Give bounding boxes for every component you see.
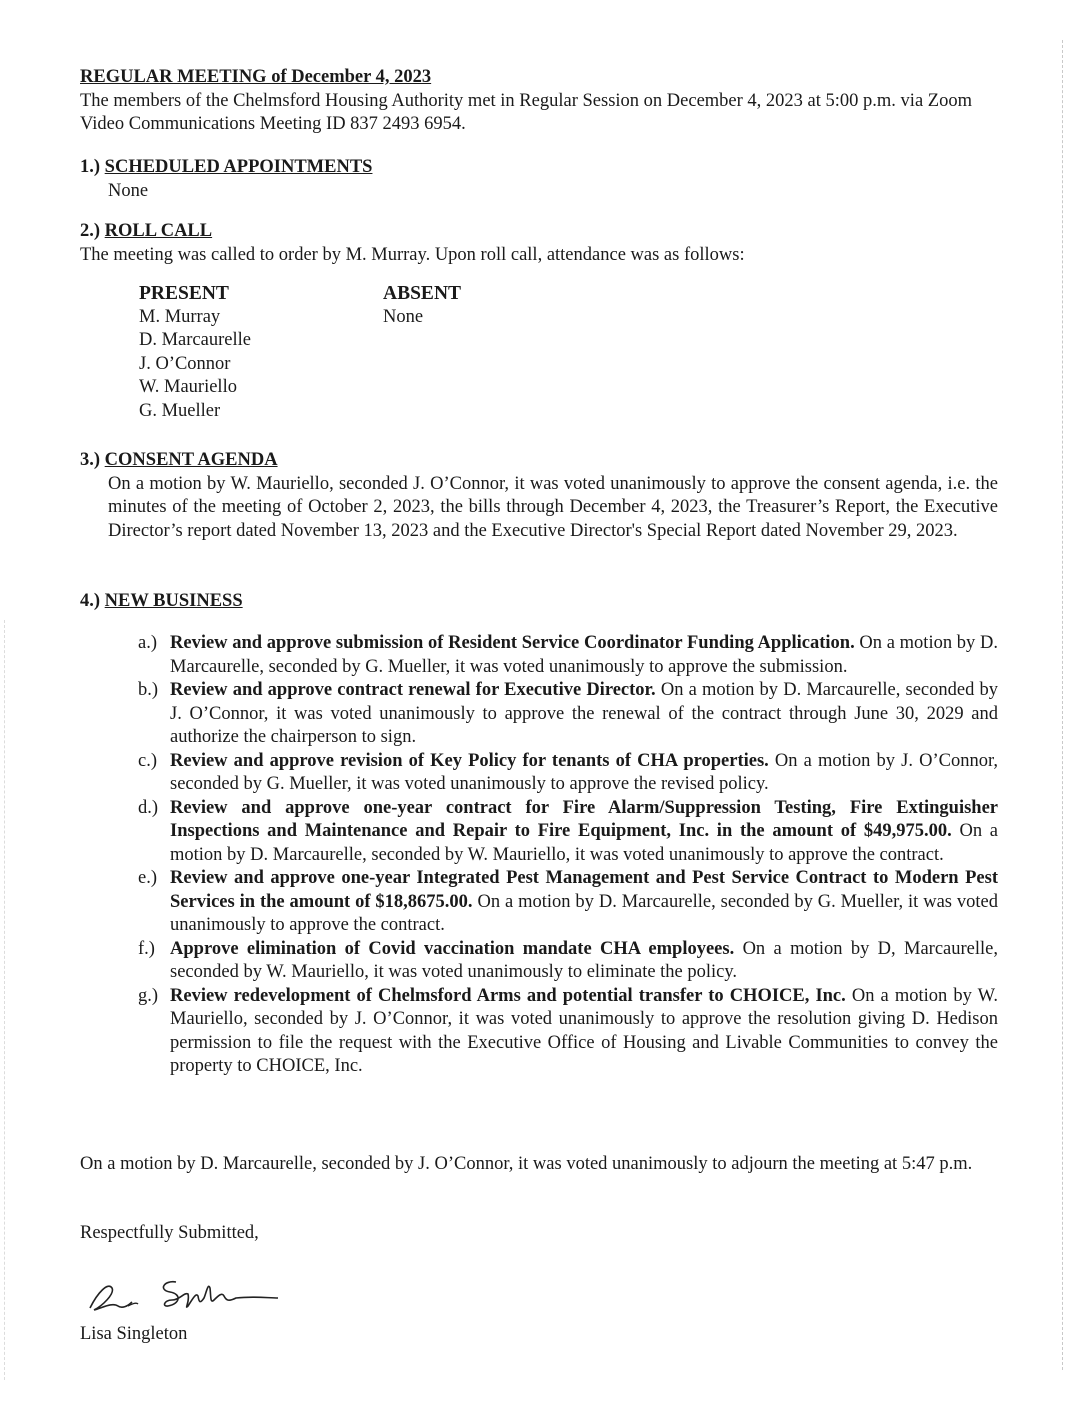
item-title: Review and approve submission of Resident Service Coordinator Funding Application. [170, 633, 855, 653]
section-body: The meeting was called to order by M. Murray. Upon roll call, attendance was as follows: [80, 244, 745, 265]
item-title: Review and approve contract renewal for Executive Director. [170, 680, 656, 700]
meeting-intro: The members of the Chelmsford Housing Authority met in Regular Session on December 4, 2023 at 5:00 p.m. via Zoom Video Communications Meeting ID 837 2493 6954. [80, 90, 972, 134]
present-member: W. Mauriello [139, 377, 237, 397]
item-marker: c.) [138, 750, 157, 771]
section-body: None [108, 180, 149, 201]
meeting-title: REGULAR MEETING of December 4, 2023 [80, 67, 432, 87]
new-business-list [138, 632, 998, 1079]
section-number: 3.) [80, 450, 101, 470]
item-marker: f.) [138, 938, 155, 959]
section-heading [80, 590, 998, 614]
section-number: 1.) [80, 157, 101, 177]
signer-name: Lisa Singleton [80, 1324, 188, 1344]
section-title: CONSENT AGENDA [104, 450, 278, 470]
item-marker: g.) [138, 985, 159, 1006]
section-roll-call [80, 220, 998, 267]
section-title: SCHEDULED APPOINTMENTS [104, 157, 373, 177]
list-item [138, 632, 998, 679]
item-text: On a motion by D. Marcaurelle, seconded by J. O’Connor, it was voted unanimously to approve the renewal of the contract through June 30, 2029 and authorize the chairperson to sign. [170, 680, 998, 747]
section-heading [80, 220, 998, 244]
list-item [138, 750, 998, 797]
list-item [138, 679, 998, 750]
section-scheduled-appointments [80, 156, 998, 203]
item-marker: d.) [138, 797, 159, 818]
section-title: NEW BUSINESS [104, 591, 243, 611]
meeting-header [80, 66, 998, 137]
present-member: D. Marcaurelle [139, 330, 251, 350]
signature-image [84, 1262, 284, 1322]
item-title: Review redevelopment of Chelmsford Arms and potential transfer to CHOICE, Inc. [170, 985, 846, 1006]
section-body: On a motion by W. Mauriello, seconded J. O’Connor, it was voted unanimously to approve the consent agenda, i.e. the minutes of the meeting of October 2, 2023, the bills through December 4, 2023, the Treasurer’s Report, the Executive Director’s report dated November 13, 2023 and the Executive Director's Special Report dated November 29, 2023. [108, 473, 998, 541]
absent-heading: ABSENT [383, 283, 462, 304]
item-title: Review and approve revision of Key Policy for tenants of CHA properties. [170, 750, 769, 771]
present-member: M. Murray [139, 306, 221, 327]
section-consent-agenda [80, 449, 998, 543]
list-item [138, 938, 998, 985]
present-member: J. O’Connor [139, 353, 231, 374]
item-title: Approve elimination of Covid vaccination mandate CHA employees. [170, 938, 735, 959]
scan-edge-right [1062, 40, 1064, 1370]
section-new-business [80, 590, 998, 614]
present-member: G. Mueller [139, 400, 221, 421]
respectfully-submitted: Respectfully Submitted, [80, 1223, 259, 1243]
present-heading: PRESENT [139, 283, 229, 304]
list-item [138, 985, 998, 1079]
list-item [138, 797, 998, 868]
absent-column [383, 282, 461, 329]
list-item [138, 867, 998, 938]
item-marker: a.) [138, 633, 157, 653]
item-text: On a motion by D, Marcaurelle, seconded by W. Mauriello, it was voted unanimously to eliminate the policy. [170, 938, 998, 982]
section-title: ROLL CALL [104, 221, 213, 241]
section-number: 2.) [80, 221, 101, 241]
item-text: On a motion by D. Marcaurelle, seconded by W. Mauriello, it was voted unanimously to approve the contract. [170, 821, 999, 865]
item-title: Review and approve one-year contract for Fire Alarm/Suppression Testing, Fire Extinguisher Inspections and Maintenance and Repair to Fire Equipment, Inc. in the amount of $49,975.00. [170, 797, 998, 841]
item-title: Review and approve one-year Integrated Pest Management and Pest Service Contract to Modern Pest Services in the amount of $18,8675.00. [170, 868, 998, 912]
present-column [139, 282, 251, 423]
section-number: 4.) [80, 591, 101, 611]
item-text: On a motion by J. O’Connor, seconded by G. Mueller, it was voted unanimously to approve the revised policy. [170, 750, 998, 794]
section-heading [80, 156, 998, 180]
item-text: On a motion by W. Mauriello, seconded by J. O’Connor, it was voted unanimously to approve the resolution giving D. Hedison permission to file the request with the Executive Office of Housing and Livable Communities to convey the property to CHOICE, Inc. [170, 985, 998, 1076]
item-marker: b.) [138, 680, 159, 700]
section-heading [80, 449, 998, 473]
absent-member: None [383, 306, 424, 327]
item-text: On a motion by D. Marcaurelle, seconded by G. Mueller, it was voted unanimously to approve the contract. [170, 891, 998, 935]
item-text: On a motion by D. Marcaurelle, seconded by G. Mueller, it was voted unanimously to approve the submission. [170, 633, 998, 677]
item-marker: e.) [138, 868, 157, 888]
scan-edge-left [4, 620, 6, 1380]
adjournment-text: On a motion by D. Marcaurelle, seconded by J. O’Connor, it was voted unanimously to adjourn the meeting at 5:47 p.m. [80, 1154, 973, 1174]
